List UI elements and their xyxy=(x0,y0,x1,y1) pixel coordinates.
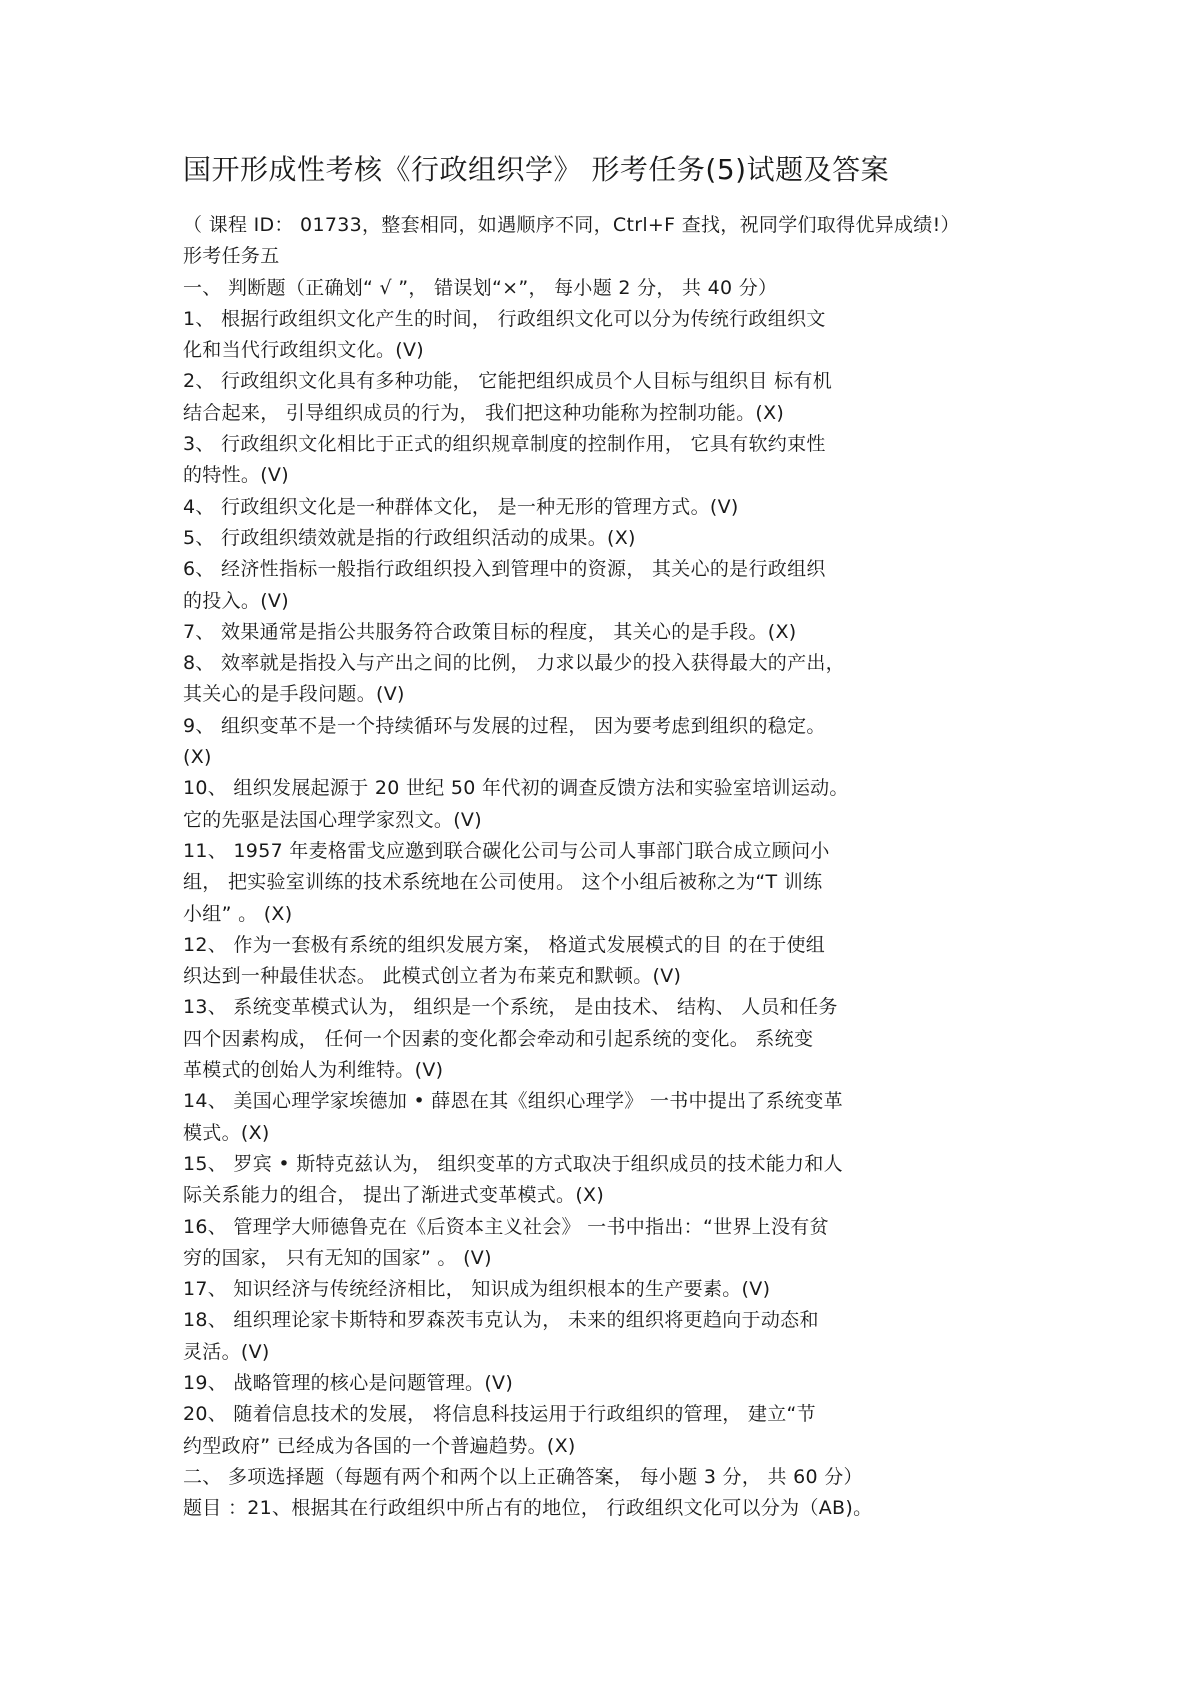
text-line: 题目 ：21、根据其在行政组织中所占有的地位， 行政组织文化可以分为（AB)。 xyxy=(183,1497,873,1520)
text-line: 14、 美国心理学家埃德加 • 薛恩在其《组织心理学》 一书中提出了系统变革 xyxy=(183,1090,843,1113)
text-line: 16、 管理学大师德鲁克在《后资本主义社会》 一书中指出：“世界上没有贫 xyxy=(183,1215,829,1238)
text-line: 革模式的创始人为利维特。(V) xyxy=(183,1059,444,1082)
text-line: 12、 作为一套极有系统的组织发展方案， 格道式发展模式的目 的在于使组 xyxy=(183,933,826,956)
text-line: 的投入。(V) xyxy=(183,589,289,612)
text-line: 6、 经济性指标一般指行政组织投入到管理中的资源， 其关心的是行政组织 xyxy=(183,558,826,581)
text-line: 穷的国家， 只有无知的国家” 。 (V) xyxy=(183,1246,492,1269)
text-line: 11、 1957 年麦格雷戈应邀到联合碳化公司与公司人事部门联合成立顾问小 xyxy=(183,839,830,862)
text-line: 18、 组织理论家卡斯特和罗森茨韦克认为， 未来的组织将更趋向于动态和 xyxy=(183,1309,819,1332)
text-line: 化和当代行政组织文化。(V) xyxy=(183,339,425,362)
text-line: 二、 多项选择题（每题有两个和两个以上正确答案， 每小题 3 分， 共 60 分） xyxy=(183,1465,863,1488)
text-line: 的特性。(V) xyxy=(183,464,289,487)
text-line: 其关心的是手段问题。(V) xyxy=(183,683,405,706)
text-line: (X) xyxy=(183,746,212,769)
text-line: 织达到一种最佳状态。 此模式创立者为布莱克和默顿。(V) xyxy=(183,965,682,988)
text-line: 5、 行政组织绩效就是指的行政组织活动的成果。(X) xyxy=(183,526,636,549)
text-line: 模式。(X) xyxy=(183,1121,270,1144)
text-line: 4、 行政组织文化是一种群体文化， 是一种无形的管理方式。(V) xyxy=(183,495,739,518)
text-line: 8、 效率就是指投入与产出之间的比例， 力求以最少的投入获得最大的产出， xyxy=(183,652,845,675)
text-line: 10、 组织发展起源于 20 世纪 50 年代初的调查反馈方法和实验室培训运动。 xyxy=(183,777,849,800)
text-line: 2、 行政组织文化具有多种功能， 它能把组织成员个人目标与组织目 标有机 xyxy=(183,370,833,393)
text-line: 3、 行政组织文化相比于正式的组织规章制度的控制作用， 它具有软约束性 xyxy=(183,433,826,456)
text-line: 约型政府” 已经成为各国的一个普遍趋势。(X) xyxy=(183,1434,576,1457)
text-line: 1、 根据行政组织文化产生的时间， 行政组织文化可以分为传统行政组织文 xyxy=(183,307,826,330)
document-title: 国开形成性考核《行政组织学》 形考任务(5)试题及答案 xyxy=(183,153,890,186)
document-body xyxy=(183,210,1083,1524)
text-line: 形考任务五 xyxy=(183,245,280,268)
text-line: 际关系能力的组合， 提出了渐进式变革模式。(X) xyxy=(183,1184,605,1207)
text-line: 一、 判断题（正确划“ √ ”， 错误划“×”， 每小题 2 分， 共 40 分） xyxy=(183,276,778,299)
text-line: 19、 战略管理的核心是问题管理。(V) xyxy=(183,1371,514,1394)
text-line: 15、 罗宾 • 斯特克兹认为， 组织变革的方式取决于组织成员的技术能力和人 xyxy=(183,1152,843,1175)
text-line: 结合起来， 引导组织成员的行为， 我们把这种功能称为控制功能。(X) xyxy=(183,401,785,424)
text-line: 灵活。(V) xyxy=(183,1340,270,1363)
text-line: 它的先驱是法国心理学家烈文。(V) xyxy=(183,808,482,831)
text-line: 四个因素构成， 任何一个因素的变化都会牵动和引起系统的变化。 系统变 xyxy=(183,1027,814,1050)
text-line: 7、 效果通常是指公共服务符合政策目标的程度， 其关心的是手段。(X) xyxy=(183,620,797,643)
text-line: 小组” 。 (X) xyxy=(183,902,293,925)
text-line: 13、 系统变革模式认为， 组织是一个系统， 是由技术、 结构、 人员和任务 xyxy=(183,996,838,1019)
text-line: 17、 知识经济与传统经济相比， 知识成为组织根本的生产要素。(V) xyxy=(183,1278,771,1301)
text-line: 20、 随着信息技术的发展， 将信息科技运用于行政组织的管理， 建立“节 xyxy=(183,1403,816,1426)
text-line: 9、 组织变革不是一个持续循环与发展的过程， 因为要考虑到组织的稳定。 xyxy=(183,714,826,737)
text-line: （ 课程 ID： 01733，整套相同，如遇顺序不同，Ctrl+F 查找，祝同学们取得优异成绩!） xyxy=(183,214,960,236)
text-line: 组， 把实验室训练的技术系统地在公司使用。 这个小组后被称之为“T 训练 xyxy=(183,871,823,894)
